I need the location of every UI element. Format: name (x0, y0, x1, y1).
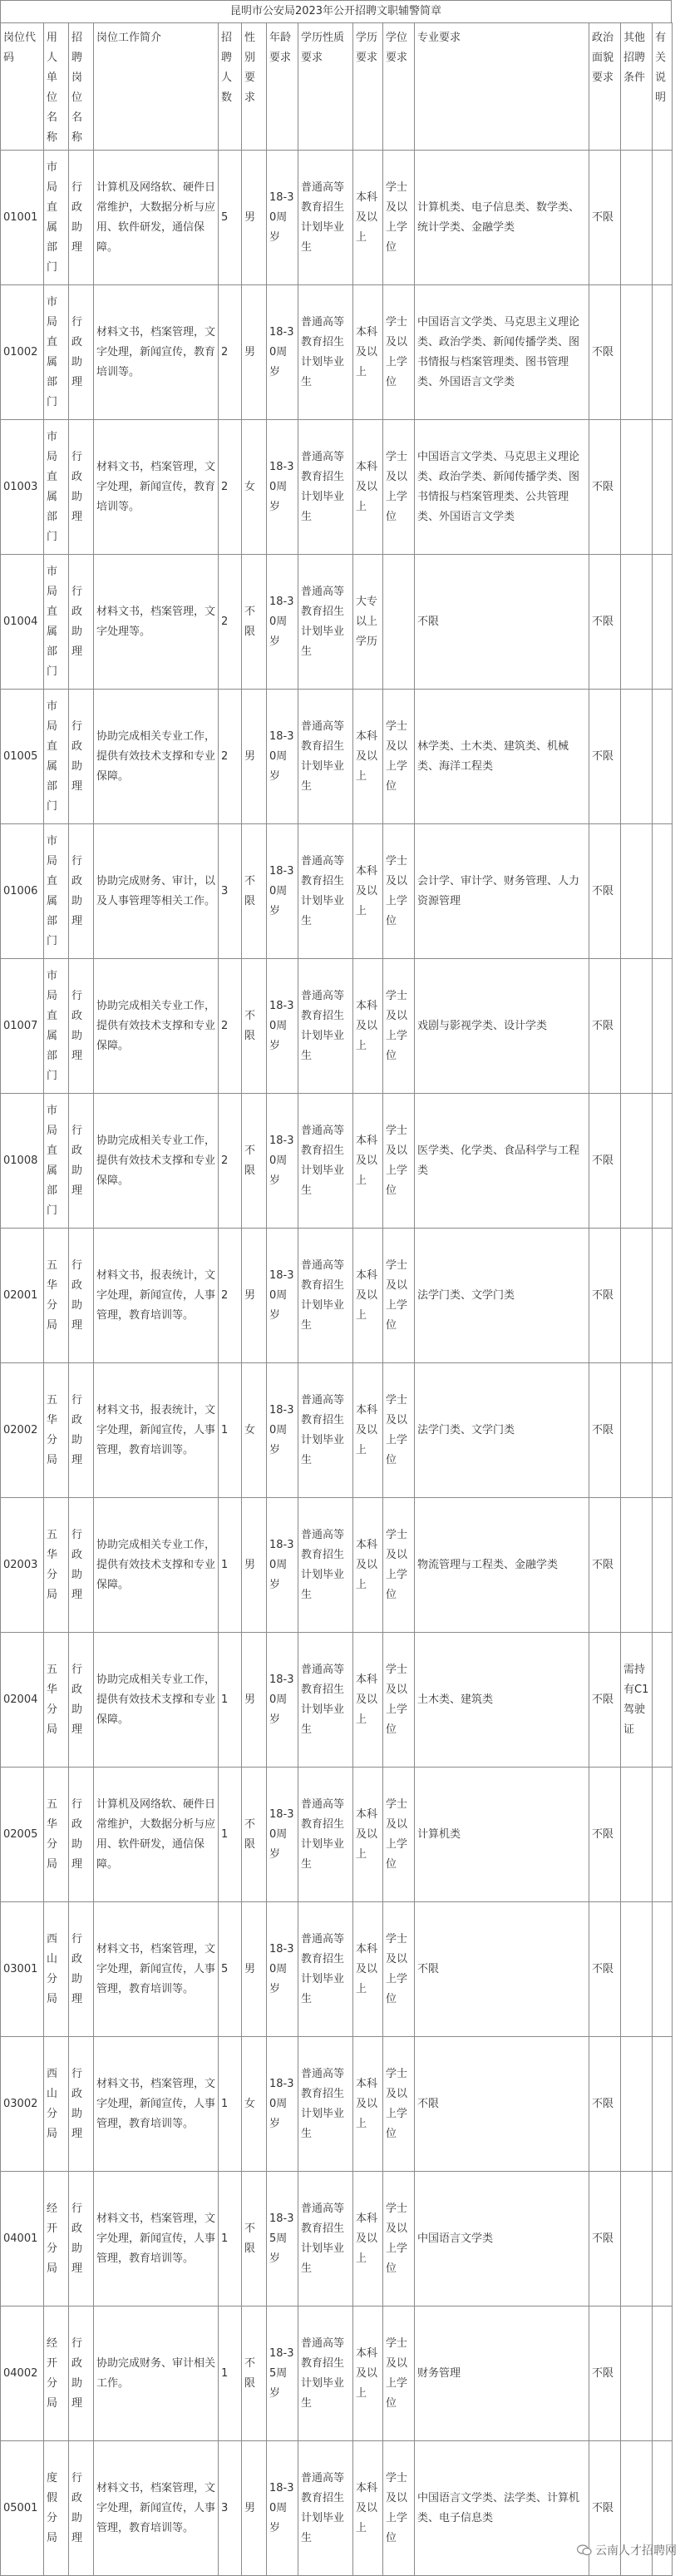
table-cell: 本科及以上 (353, 2037, 383, 2172)
table-cell: 01005 (1, 690, 44, 824)
table-cell: 五华分局 (44, 1363, 69, 1498)
table-cell: 学士及以上学位 (383, 1633, 415, 1768)
table-cell: 男 (242, 151, 267, 285)
table-cell (653, 1633, 673, 1768)
table-cell: 3 (219, 824, 242, 959)
table-cell: 五华分局 (44, 1229, 69, 1363)
table-cell: 18-30周岁 (267, 151, 298, 285)
table-row (1, 824, 673, 959)
table-cell: 本科及以上 (353, 2172, 383, 2307)
table-cell: 不限 (589, 1363, 621, 1498)
table-cell: 普通高等教育招生计划毕业生 (298, 1498, 353, 1633)
table-row (1, 1633, 673, 1768)
table-cell: 不限 (589, 2441, 621, 2576)
table-cell (653, 1768, 673, 1902)
table-cell: 五华分局 (44, 1498, 69, 1633)
table-cell: 材料文书，报表统计，文字处理，新闻宣传，人事管理，教育培训等。 (94, 1229, 219, 1363)
table-cell: 本科及以上 (353, 2307, 383, 2441)
column-header: 学历要求 (353, 23, 383, 151)
table-cell: 经开分局 (44, 2307, 69, 2441)
table-body (1, 151, 673, 2576)
table-cell: 行政助理 (69, 151, 94, 285)
table-cell: 不限 (589, 824, 621, 959)
table-cell: 西山分局 (44, 2037, 69, 2172)
table-cell: 协助完成相关专业工作，提供有效技术支撑和专业保障。 (94, 1498, 219, 1633)
table-cell: 不限 (242, 2172, 267, 2307)
table-cell: 学士及以上学位 (383, 959, 415, 1094)
table-cell: 3 (219, 2441, 242, 2576)
table-cell: 行政助理 (69, 1363, 94, 1498)
table-cell: 男 (242, 1633, 267, 1768)
table-cell: 18-30周岁 (267, 285, 298, 420)
table-cell: 03002 (1, 2037, 44, 2172)
table-cell: 女 (242, 420, 267, 555)
table-cell: 不限 (242, 2307, 267, 2441)
table-cell (653, 959, 673, 1094)
table-cell: 不限 (242, 1768, 267, 1902)
table-cell: 材料文书，档案管理，文字处理等。 (94, 555, 219, 690)
table-cell (653, 2037, 673, 2172)
table-cell: 普通高等教育招生计划毕业生 (298, 1902, 353, 2037)
table-cell: 普通高等教育招生计划毕业生 (298, 1633, 353, 1768)
table-cell: 度假分局 (44, 2441, 69, 2576)
table-cell: 18-30周岁 (267, 1229, 298, 1363)
column-header: 政治面貌要求 (589, 23, 621, 151)
table-cell: 协助完成相关专业工作，提供有效技术支撑和专业保障。 (94, 1633, 219, 1768)
table-cell: 18-35周岁 (267, 2307, 298, 2441)
table-cell: 不限 (589, 285, 621, 420)
table-cell: 会计学、审计学、财务管理、人力资源管理 (415, 824, 589, 959)
table-cell: 行政助理 (69, 1902, 94, 2037)
table-cell: 计算机类、电子信息类、数学类、统计学类、金融学类 (415, 151, 589, 285)
table-cell: 普通高等教育招生计划毕业生 (298, 1768, 353, 1902)
table-cell: 本科及以上 (353, 1363, 383, 1498)
table-cell: 18-30周岁 (267, 1363, 298, 1498)
table-cell (653, 1902, 673, 2037)
table-cell: 普通高等教育招生计划毕业生 (298, 2172, 353, 2307)
table-cell (621, 1094, 653, 1229)
table-cell: 04002 (1, 2307, 44, 2441)
table-cell: 普通高等教育招生计划毕业生 (298, 824, 353, 959)
table-cell: 需持有C1驾驶证 (621, 1633, 653, 1768)
table-cell: 1 (219, 1498, 242, 1633)
table-cell: 普通高等教育招生计划毕业生 (298, 555, 353, 690)
table-cell: 协助完成相关专业工作，提供有效技术支撑和专业保障。 (94, 1094, 219, 1229)
wechat-icon (577, 2544, 592, 2556)
table-cell: 行政助理 (69, 420, 94, 555)
table-cell: 学士及以上学位 (383, 2441, 415, 2576)
table-cell: 02001 (1, 1229, 44, 1363)
table-cell: 普通高等教育招生计划毕业生 (298, 690, 353, 824)
table-cell: 学士及以上学位 (383, 1229, 415, 1363)
table-cell: 本科及以上 (353, 1498, 383, 1633)
table-cell (621, 2172, 653, 2307)
table-row (1, 285, 673, 420)
table-cell: 02005 (1, 1768, 44, 1902)
table-row (1, 959, 673, 1094)
column-header: 其他招聘条件 (621, 23, 653, 151)
table-row (1, 2441, 673, 2576)
table-cell (653, 1363, 673, 1498)
table-cell: 18-30周岁 (267, 1094, 298, 1229)
table-row (1, 420, 673, 555)
column-header: 岗位代码 (1, 23, 44, 151)
table-cell: 18-30周岁 (267, 690, 298, 824)
table-cell (621, 1363, 653, 1498)
table-cell: 学士及以上学位 (383, 1094, 415, 1229)
watermark-text: 云南人才招聘网 (595, 2544, 677, 2558)
table-cell: 大专以上学历 (353, 555, 383, 690)
table-cell: 学士及以上学位 (383, 690, 415, 824)
table-cell: 05001 (1, 2441, 44, 2576)
table-cell: 中国语言文学类、马克思主义理论类、政治学类、新闻传播学类、图书情报与档案管理类、图书管理类、外国语言文学类 (415, 285, 589, 420)
table-cell: 计算机及网络软、硬件日常维护，大数据分析与应用、软件研发，通信保障。 (94, 151, 219, 285)
table-cell (653, 555, 673, 690)
table-cell: 市局直属部门 (44, 285, 69, 420)
table-cell (621, 959, 653, 1094)
table-cell: 01002 (1, 285, 44, 420)
table-cell: 男 (242, 690, 267, 824)
table-cell: 02002 (1, 1363, 44, 1498)
column-header: 专业要求 (415, 23, 589, 151)
table-cell: 不限 (589, 555, 621, 690)
table-cell (621, 1902, 653, 2037)
table-cell: 18-30周岁 (267, 824, 298, 959)
table-cell (621, 2307, 653, 2441)
table-row (1, 1229, 673, 1363)
table-cell (621, 1768, 653, 1902)
column-header: 岗位工作简介 (94, 23, 219, 151)
table-cell: 市局直属部门 (44, 1094, 69, 1229)
table-cell: 学士及以上学位 (383, 824, 415, 959)
table-cell: 不限 (589, 2307, 621, 2441)
table-cell: 西山分局 (44, 1902, 69, 2037)
table-cell: 不限 (242, 1094, 267, 1229)
table-cell: 土木类、建筑类 (415, 1633, 589, 1768)
table-row (1, 690, 673, 824)
table-cell: 普通高等教育招生计划毕业生 (298, 1229, 353, 1363)
table-cell: 市局直属部门 (44, 690, 69, 824)
table-cell: 2 (219, 555, 242, 690)
table-cell: 不限 (589, 1633, 621, 1768)
table-cell: 行政助理 (69, 1094, 94, 1229)
table-cell: 学士及以上学位 (383, 1902, 415, 2037)
table-cell: 市局直属部门 (44, 151, 69, 285)
table-row (1, 151, 673, 285)
table-cell: 男 (242, 1902, 267, 2037)
table-cell: 戏剧与影视学类、设计学类 (415, 959, 589, 1094)
table-cell: 材料文书，档案管理，文字处理，新闻宣传，人事管理，教育培训等。 (94, 2172, 219, 2307)
table-cell (653, 1229, 673, 1363)
table-cell: 学士及以上学位 (383, 285, 415, 420)
table-cell: 计算机及网络软、硬件日常维护，大数据分析与应用、软件研发，通信保障。 (94, 1768, 219, 1902)
table-cell: 法学门类、文学门类 (415, 1363, 589, 1498)
table-cell: 中国语言文学类、法学类、计算机类、电子信息类 (415, 2441, 589, 2576)
table-cell: 材料文书，报表统计，文字处理，新闻宣传，人事管理，教育培训等。 (94, 1363, 219, 1498)
column-header: 学历性质要求 (298, 23, 353, 151)
table-cell: 18-30周岁 (267, 1768, 298, 1902)
table-cell: 不限 (589, 1768, 621, 1902)
table-cell: 本科及以上 (353, 690, 383, 824)
table-cell: 协助完成相关专业工作，提供有效技术支撑和专业保障。 (94, 959, 219, 1094)
table-cell (621, 151, 653, 285)
table-cell: 市局直属部门 (44, 824, 69, 959)
table-cell: 1 (219, 2037, 242, 2172)
table-cell: 不限 (589, 959, 621, 1094)
table-cell: 行政助理 (69, 959, 94, 1094)
table-cell: 2 (219, 1094, 242, 1229)
column-header: 学位要求 (383, 23, 415, 151)
table-cell: 本科及以上 (353, 1768, 383, 1902)
table-cell: 不限 (242, 824, 267, 959)
table-cell: 市局直属部门 (44, 555, 69, 690)
table-cell: 材料文书，档案管理，文字处理，新闻宣传，人事管理，教育培训等。 (94, 1902, 219, 2037)
table-cell: 材料文书，档案管理，文字处理，新闻宣传，人事管理，教育培训等。 (94, 2441, 219, 2576)
table-cell: 03001 (1, 1902, 44, 2037)
table-cell: 行政助理 (69, 285, 94, 420)
table-cell: 本科及以上 (353, 1902, 383, 2037)
table-cell: 学士及以上学位 (383, 1363, 415, 1498)
table-cell: 不限 (589, 1229, 621, 1363)
table-cell: 普通高等教育招生计划毕业生 (298, 2307, 353, 2441)
recruitment-table (0, 22, 673, 2576)
table-cell: 01001 (1, 151, 44, 285)
table-cell: 18-35周岁 (267, 2172, 298, 2307)
table-cell: 不限 (589, 1902, 621, 2037)
table-cell: 普通高等教育招生计划毕业生 (298, 2037, 353, 2172)
table-cell: 18-30周岁 (267, 2037, 298, 2172)
table-cell (653, 690, 673, 824)
table-cell: 中国语言文学类、马克思主义理论类、政治学类、新闻传播学类、图书情报与档案管理类、公共管理类、外国语言文学类 (415, 420, 589, 555)
table-cell: 01006 (1, 824, 44, 959)
table-cell: 行政助理 (69, 555, 94, 690)
table-cell (621, 420, 653, 555)
table-row (1, 2037, 673, 2172)
table-cell: 2 (219, 959, 242, 1094)
table-cell: 林学类、土木类、建筑类、机械类、海洋工程类 (415, 690, 589, 824)
table-cell: 本科及以上 (353, 420, 383, 555)
column-header: 用人单位名称 (44, 23, 69, 151)
table-cell: 本科及以上 (353, 285, 383, 420)
table-cell: 学士及以上学位 (383, 2172, 415, 2307)
table-cell: 本科及以上 (353, 1229, 383, 1363)
table-cell: 学士及以上学位 (383, 2037, 415, 2172)
table-cell (621, 824, 653, 959)
table-cell: 1 (219, 1768, 242, 1902)
table-cell: 五华分局 (44, 1633, 69, 1768)
table-cell: 01007 (1, 959, 44, 1094)
table-cell: 学士及以上学位 (383, 420, 415, 555)
column-header: 招聘人数 (219, 23, 242, 151)
table-cell: 不限 (415, 2037, 589, 2172)
table-row (1, 1094, 673, 1229)
table-cell: 普通高等教育招生计划毕业生 (298, 1094, 353, 1229)
table-cell: 学士及以上学位 (383, 2307, 415, 2441)
table-cell: 行政助理 (69, 1498, 94, 1633)
table-cell (621, 555, 653, 690)
table-cell: 5 (219, 1902, 242, 2037)
table-row (1, 2172, 673, 2307)
table-cell: 行政助理 (69, 1633, 94, 1768)
table-cell: 行政助理 (69, 2307, 94, 2441)
table-cell: 材料文书，档案管理，文字处理，新闻宣传，教育培训等。 (94, 285, 219, 420)
table-cell: 2 (219, 1229, 242, 1363)
column-header: 性别要求 (242, 23, 267, 151)
table-cell: 协助完成相关专业工作，提供有效技术支撑和专业保障。 (94, 690, 219, 824)
table-cell: 不限 (589, 690, 621, 824)
table-cell: 2 (219, 690, 242, 824)
table-cell: 01008 (1, 1094, 44, 1229)
table-cell (653, 2307, 673, 2441)
table-cell: 五华分局 (44, 1768, 69, 1902)
table-cell: 物流管理与工程类、金融学类 (415, 1498, 589, 1633)
table-cell: 18-30周岁 (267, 2441, 298, 2576)
table-cell: 协助完成财务、审计相关工作。 (94, 2307, 219, 2441)
table-cell: 本科及以上 (353, 824, 383, 959)
table-cell: 普通高等教育招生计划毕业生 (298, 2441, 353, 2576)
table-cell: 经开分局 (44, 2172, 69, 2307)
table-cell: 法学门类、文学门类 (415, 1229, 589, 1363)
table-cell: 男 (242, 1498, 267, 1633)
table-cell: 男 (242, 1229, 267, 1363)
table-cell: 行政助理 (69, 1229, 94, 1363)
table-cell: 1 (219, 2307, 242, 2441)
table-cell: 行政助理 (69, 2441, 94, 2576)
table-cell: 材料文书，档案管理，文字处理，新闻宣传，教育培训等。 (94, 420, 219, 555)
table-cell: 财务管理 (415, 2307, 589, 2441)
table-cell: 18-30周岁 (267, 1498, 298, 1633)
watermark (577, 2542, 677, 2559)
table-cell: 行政助理 (69, 824, 94, 959)
table-row (1, 2307, 673, 2441)
table-cell: 本科及以上 (353, 1094, 383, 1229)
column-header: 有关说明 (653, 23, 673, 151)
table-row (1, 1363, 673, 1498)
table-cell: 01003 (1, 420, 44, 555)
table-cell: 行政助理 (69, 690, 94, 824)
table-cell: 材料文书，档案管理，文字处理，新闻宣传，人事管理，教育培训等。 (94, 2037, 219, 2172)
table-cell: 18-30周岁 (267, 959, 298, 1094)
table-cell (621, 285, 653, 420)
table-row (1, 555, 673, 690)
table-cell: 2 (219, 285, 242, 420)
column-header: 招聘岗位名称 (69, 23, 94, 151)
table-cell: 不限 (415, 555, 589, 690)
table-row (1, 1498, 673, 1633)
table-cell (621, 1229, 653, 1363)
table-cell (653, 420, 673, 555)
table-row (1, 1768, 673, 1902)
table-cell: 1 (219, 1363, 242, 1498)
table-cell: 02003 (1, 1498, 44, 1633)
table-cell (653, 285, 673, 420)
table-cell: 市局直属部门 (44, 420, 69, 555)
table-cell: 行政助理 (69, 2172, 94, 2307)
table-cell: 本科及以上 (353, 1633, 383, 1768)
column-header: 年龄要求 (267, 23, 298, 151)
table-cell: 不限 (589, 2037, 621, 2172)
table-cell (653, 1498, 673, 1633)
page-title: 昆明市公安局2023年公开招聘文职辅警简章 (0, 0, 672, 22)
table-cell: 不限 (589, 1498, 621, 1633)
table-cell: 1 (219, 1633, 242, 1768)
table-cell: 普通高等教育招生计划毕业生 (298, 285, 353, 420)
table-cell: 2 (219, 420, 242, 555)
table-cell: 学士及以上学位 (383, 1498, 415, 1633)
table-cell: 本科及以上 (353, 959, 383, 1094)
table-cell: 学士及以上学位 (383, 1768, 415, 1902)
table-cell (383, 555, 415, 690)
table-row (1, 1902, 673, 2037)
table-cell (653, 151, 673, 285)
table-cell: 18-30周岁 (267, 1902, 298, 2037)
table-cell: 男 (242, 2441, 267, 2576)
table-cell: 不限 (242, 555, 267, 690)
table-cell: 18-30周岁 (267, 420, 298, 555)
table-cell: 中国语言文学类 (415, 2172, 589, 2307)
table-cell (621, 2037, 653, 2172)
table-cell (621, 1498, 653, 1633)
table-cell (653, 824, 673, 959)
table-cell: 本科及以上 (353, 2441, 383, 2576)
table-cell: 普通高等教育招生计划毕业生 (298, 959, 353, 1094)
table-cell: 协助完成财务、审计，以及人事管理等相关工作。 (94, 824, 219, 959)
table-cell: 学士及以上学位 (383, 151, 415, 285)
table-cell: 男 (242, 285, 267, 420)
table-cell: 5 (219, 151, 242, 285)
table-cell: 计算机类 (415, 1768, 589, 1902)
table-cell (653, 1094, 673, 1229)
table-cell: 不限 (415, 1902, 589, 2037)
table-cell: 市局直属部门 (44, 959, 69, 1094)
table-cell: 不限 (242, 959, 267, 1094)
table-cell: 不限 (589, 151, 621, 285)
table-cell: 01004 (1, 555, 44, 690)
table-cell: 1 (219, 2172, 242, 2307)
table-cell: 02004 (1, 1633, 44, 1768)
table-cell: 行政助理 (69, 1768, 94, 1902)
table-cell: 行政助理 (69, 2037, 94, 2172)
table-cell: 不限 (589, 420, 621, 555)
table-cell: 18-30周岁 (267, 555, 298, 690)
table-cell: 普通高等教育招生计划毕业生 (298, 151, 353, 285)
table-cell: 女 (242, 2037, 267, 2172)
table-cell (653, 2172, 673, 2307)
table-cell: 普通高等教育招生计划毕业生 (298, 420, 353, 555)
table-cell: 18-30周岁 (267, 1633, 298, 1768)
table-cell: 女 (242, 1363, 267, 1498)
table-cell: 医学类、化学类、食品科学与工程类 (415, 1094, 589, 1229)
header-row (1, 23, 673, 151)
table-cell: 不限 (589, 2172, 621, 2307)
table-cell (621, 690, 653, 824)
table-cell: 04001 (1, 2172, 44, 2307)
table-cell: 本科及以上 (353, 151, 383, 285)
table-cell: 不限 (589, 1094, 621, 1229)
table-cell: 普通高等教育招生计划毕业生 (298, 1363, 353, 1498)
